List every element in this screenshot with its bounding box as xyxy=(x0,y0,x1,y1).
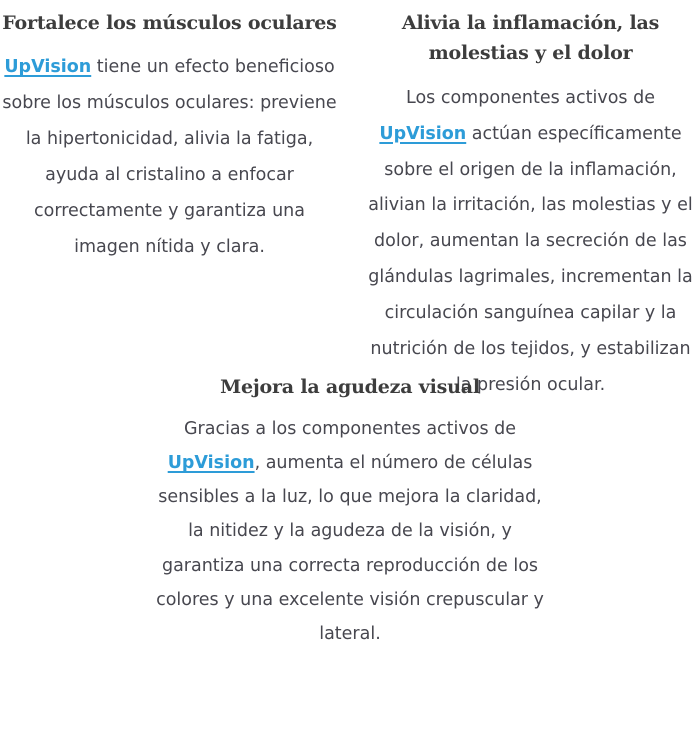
section-title-improve-visual-acuity: Mejora la agudeza visual xyxy=(220,375,480,398)
body-text-after-link: actúan específicamente sobre el origen de la inflamación, alivian la irritación, las molestias y el dolor, aumentan la secreción de las glándulas lagrimales, incrementan la circulación sanguínea capilar y la nutrición de los tejidos, y estabilizan la presión ocular. xyxy=(368,123,693,395)
upvision-link[interactable]: UpVision xyxy=(379,123,467,144)
body-text-before-link: Los componentes activos de xyxy=(406,87,655,108)
benefits-columns-row xyxy=(0,8,700,404)
section-title-relieve-inflammation: Alivia la inflamación, las molestias y el dolor xyxy=(401,12,660,65)
body-paragraph-improve-visual-acuity xyxy=(152,412,548,651)
body-text-after-link: , aumenta el número de células sensibles a la luz, lo que mejora la claridad, la nitidez y la agudeza de la visión, y garantiza una correcta reproducción de los colores y una excelente visión crepuscular y lateral. xyxy=(156,453,544,644)
body-paragraph-relieve-inflammation xyxy=(363,81,698,404)
section-card-improve-visual-acuity xyxy=(152,372,548,651)
section-card-relieve-inflammation xyxy=(363,8,698,404)
upvision-link[interactable]: UpVision xyxy=(4,57,92,78)
body-text-before-link: Gracias a los componentes activos de xyxy=(183,419,517,440)
body-paragraph-strengthen-eye-muscles xyxy=(2,50,337,265)
upvision-link[interactable]: UpVision xyxy=(167,453,255,474)
section-card-strengthen-eye-muscles xyxy=(2,8,337,266)
body-text-after-link: tiene un efecto beneficioso sobre los músculos oculares: previene la hipertonicidad, alivia la fatiga, ayuda al cristalino a enfocar correctamente y garantiza una imagen nítida y clara. xyxy=(2,57,337,257)
section-title-strengthen-eye-muscles: Fortalece los músculos oculares xyxy=(2,12,337,34)
